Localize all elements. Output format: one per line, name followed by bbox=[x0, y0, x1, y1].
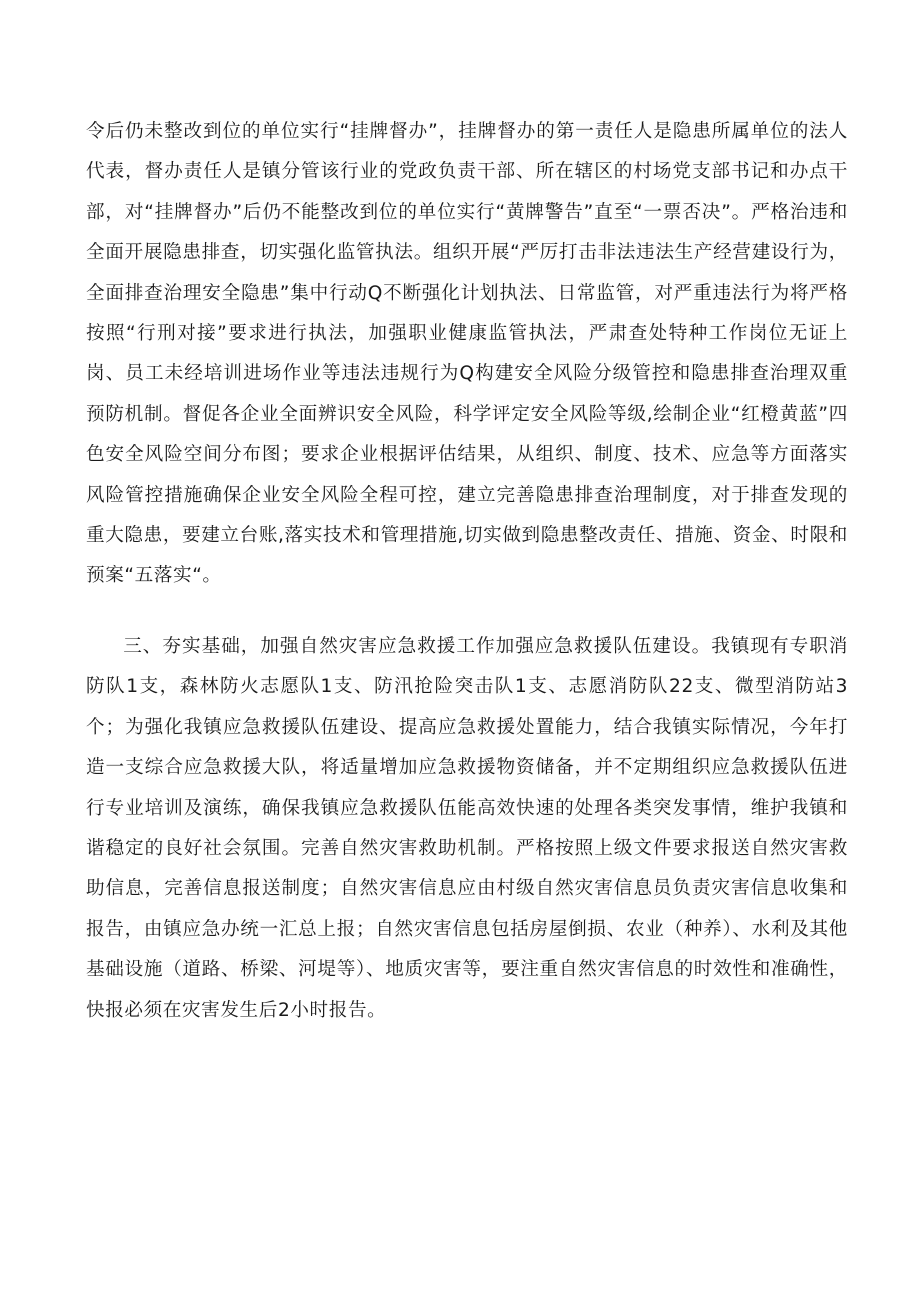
document-page bbox=[86, 112, 848, 1031]
paragraph-spacer bbox=[86, 597, 848, 627]
paragraph-section-three: 三、夯实基础，加强自然灾害应急救援工作加强应急救援队伍建设。我镇现有专职消防队1支，森林防火志愿队1支、防汛抢险突击队1支、志愿消防队22支、微型消防站3个；为强化我镇应急救援队伍建设、提高应急救援处置能力，结合我镇实际情况，今年打造一支综合应急救援大队，将适量增加应急救援物资储备，并不定期组织应急救援队伍进行专业培训及演练，确保我镇应急救援队伍能高效快速的处理各类突发事情，维护我镇和谐稳定的良好社会氛围。完善自然灾害救助机制。严格按照上级文件要求报送自然灾害救助信息，完善信息报送制度；自然灾害信息应由村级自然灾害信息员负责灾害信息收集和报告，由镇应急办统一汇总上报；自然灾害信息包括房屋倒损、农业（种养）、水利及其他基础设施（道路、桥梁、河堤等）、地质灾害等，要注重自然灾害信息的时效性和准确性，快报必须在灾害发生后2小时报告。 bbox=[86, 635, 848, 1021]
paragraph-continued: 令后仍未整改到位的单位实行“挂牌督办”，挂牌督办的第一责任人是隐患所属单位的法人代表，督办责任人是镇分管该行业的党政负责干部、所在辖区的村场党支部书记和办点干部，对“挂牌督办”后仍不能整改到位的单位实行“黄牌警告”直至“一票否决”。严格治违和全面开展隐患排查，切实强化监管执法。组织开展“严厉打击非法违法生产经营建设行为，全面排查治理安全隐患”集中行动Q不断强化计划执法、日常监管，对严重违法行为将严格按照“行刑对接”要求进行执法，加强职业健康监管执法，严肃查处特种工作岗位无证上岗、员工未经培训进场作业等违法违规行为Q构建安全风险分级管控和隐患排查治理双重预防机制。督促各企业全面辨识安全风险，科学评定安全风险等级,绘制企业“红橙黄蓝”四色安全风险空间分布图；要求企业根据评估结果，从组织、制度、技术、应急等方面落实风险管控措施确保企业安全风险全程可控，建立完善隐患排查治理制度，对于排查发现的重大隐患，要建立台账,落实技术和管理措施,切实做到隐患整改责任、措施、资金、时限和预案“五落实“。 bbox=[86, 121, 848, 587]
